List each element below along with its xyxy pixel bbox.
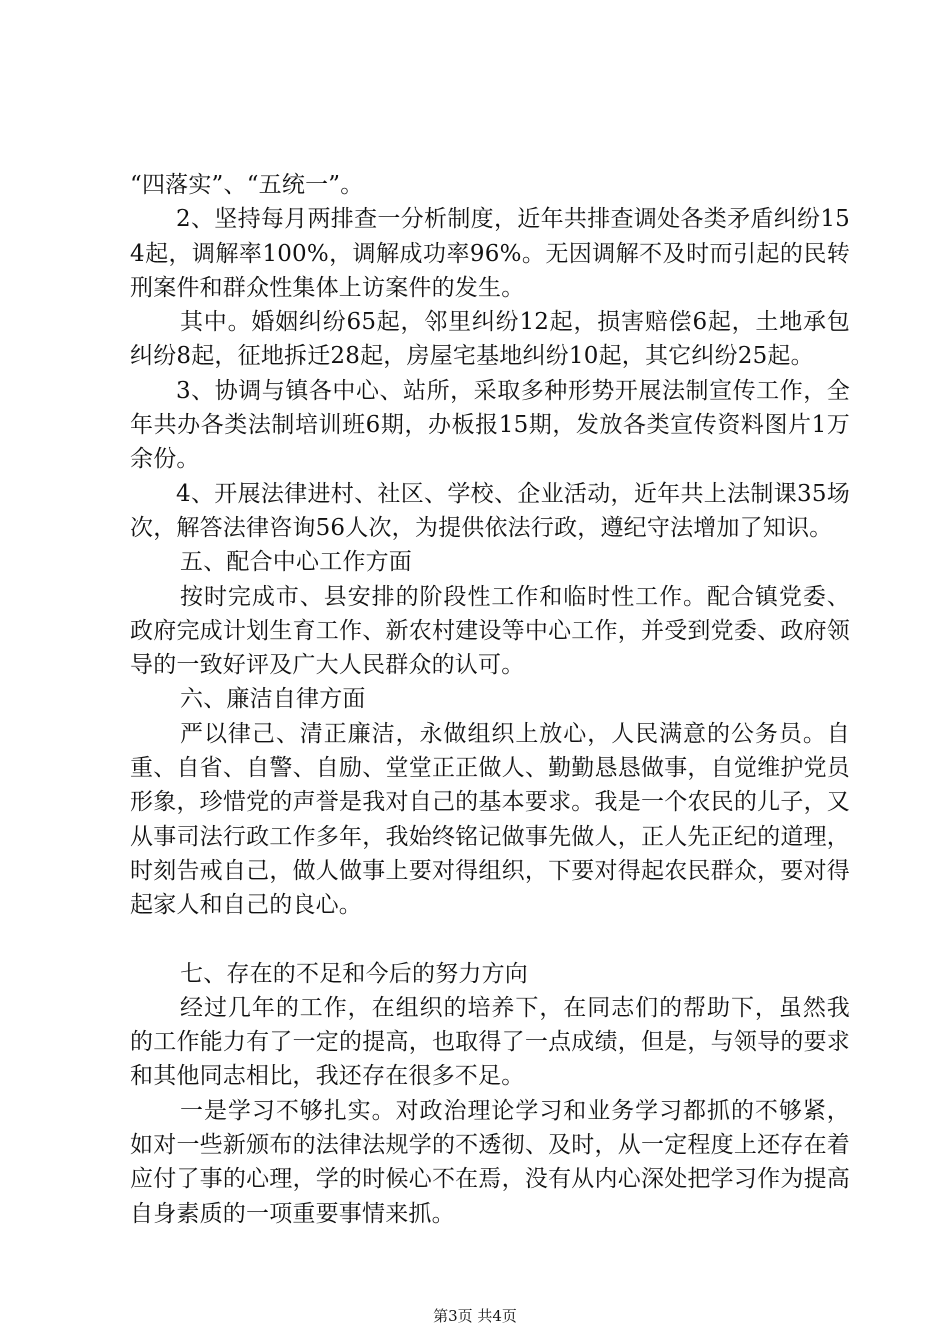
paragraph-item-3: 3、协调与镇各中心、站所，采取多种形势开展法制宣传工作，全年共办各类法制培训班6期，办板报15期，发放各类宣传资料图片1万余份。 <box>130 377 850 473</box>
paragraph-spacer <box>130 923 850 957</box>
page-footer: 第3页 共4页 <box>433 1307 517 1325</box>
paragraph-item-4: 4、开展法律进村、社区、学校、企业活动，近年共上法制课35场次，解答法律咨询56人次，为提供依法行政，遵纪守法增加了知识。 <box>130 480 850 541</box>
paragraph-section-7-point-1: 一是学习不够扎实。对政治理论学习和业务学习都抓的不够紧，如对一些新颁布的法律法规学的不透彻、及时，从一定程度上还存在着应付了事的心理，学的时候心不在焉，没有从内心深处把学习作为提高自身素质的一项重要事情来抓。 <box>130 1097 850 1227</box>
paragraph-item-2: 2、坚持每月两排查一分析制度，近年共排查调处各类矛盾纠纷154起，调解率100%，调解成功率96%。无因调解不及时而引起的民转刑案件和群众性集体上访案件的发生。 <box>130 206 850 301</box>
section-heading-6: 六、廉洁自律方面 <box>180 686 366 713</box>
paragraph-section-6: 严以律己、清正廉洁，永做组织上放心，人民满意的公务员。自重、自省、自警、自励、堂堂正正做人、勤勤恳恳做事，自觉维护党员形象，珍惜党的声誉是我对自己的基本要求。我是一个农民的儿子，又从事司法行政工作多年，我始终铭记做事先做人，正人先正纪的道理，时刻告戒自己，做人做事上要对得组织，下要对得起农民群众，要对得起家人和自己的良心。 <box>130 720 850 919</box>
paragraph-section-5: 按时完成市、县安排的阶段性工作和临时性工作。配合镇党委、政府完成计划生育工作、新农村建设等中心工作，并受到党委、政府领导的一致好评及广大人民群众的认可。 <box>130 583 850 679</box>
paragraph-section-7-intro: 经过几年的工作，在组织的培养下，在同志们的帮助下，虽然我的工作能力有了一定的提高，也取得了一点成绩，但是，与领导的要求和其他同志相比，我还存在很多不足。 <box>130 994 850 1090</box>
paragraph-dispute-breakdown: 其中。婚姻纠纷65起，邻里纠纷12起，损害赔偿6起，土地承包纠纷8起，征地拆迁28起，房屋宅基地纠纷10起，其它纠纷25起。 <box>130 309 850 370</box>
document-body <box>130 168 850 1231</box>
paragraph-continuation: “四落实”、“五统一”。 <box>130 172 364 198</box>
section-heading-7: 七、存在的不足和今后的努力方向 <box>180 960 528 987</box>
section-heading-5: 五、配合中心工作方面 <box>180 549 412 576</box>
